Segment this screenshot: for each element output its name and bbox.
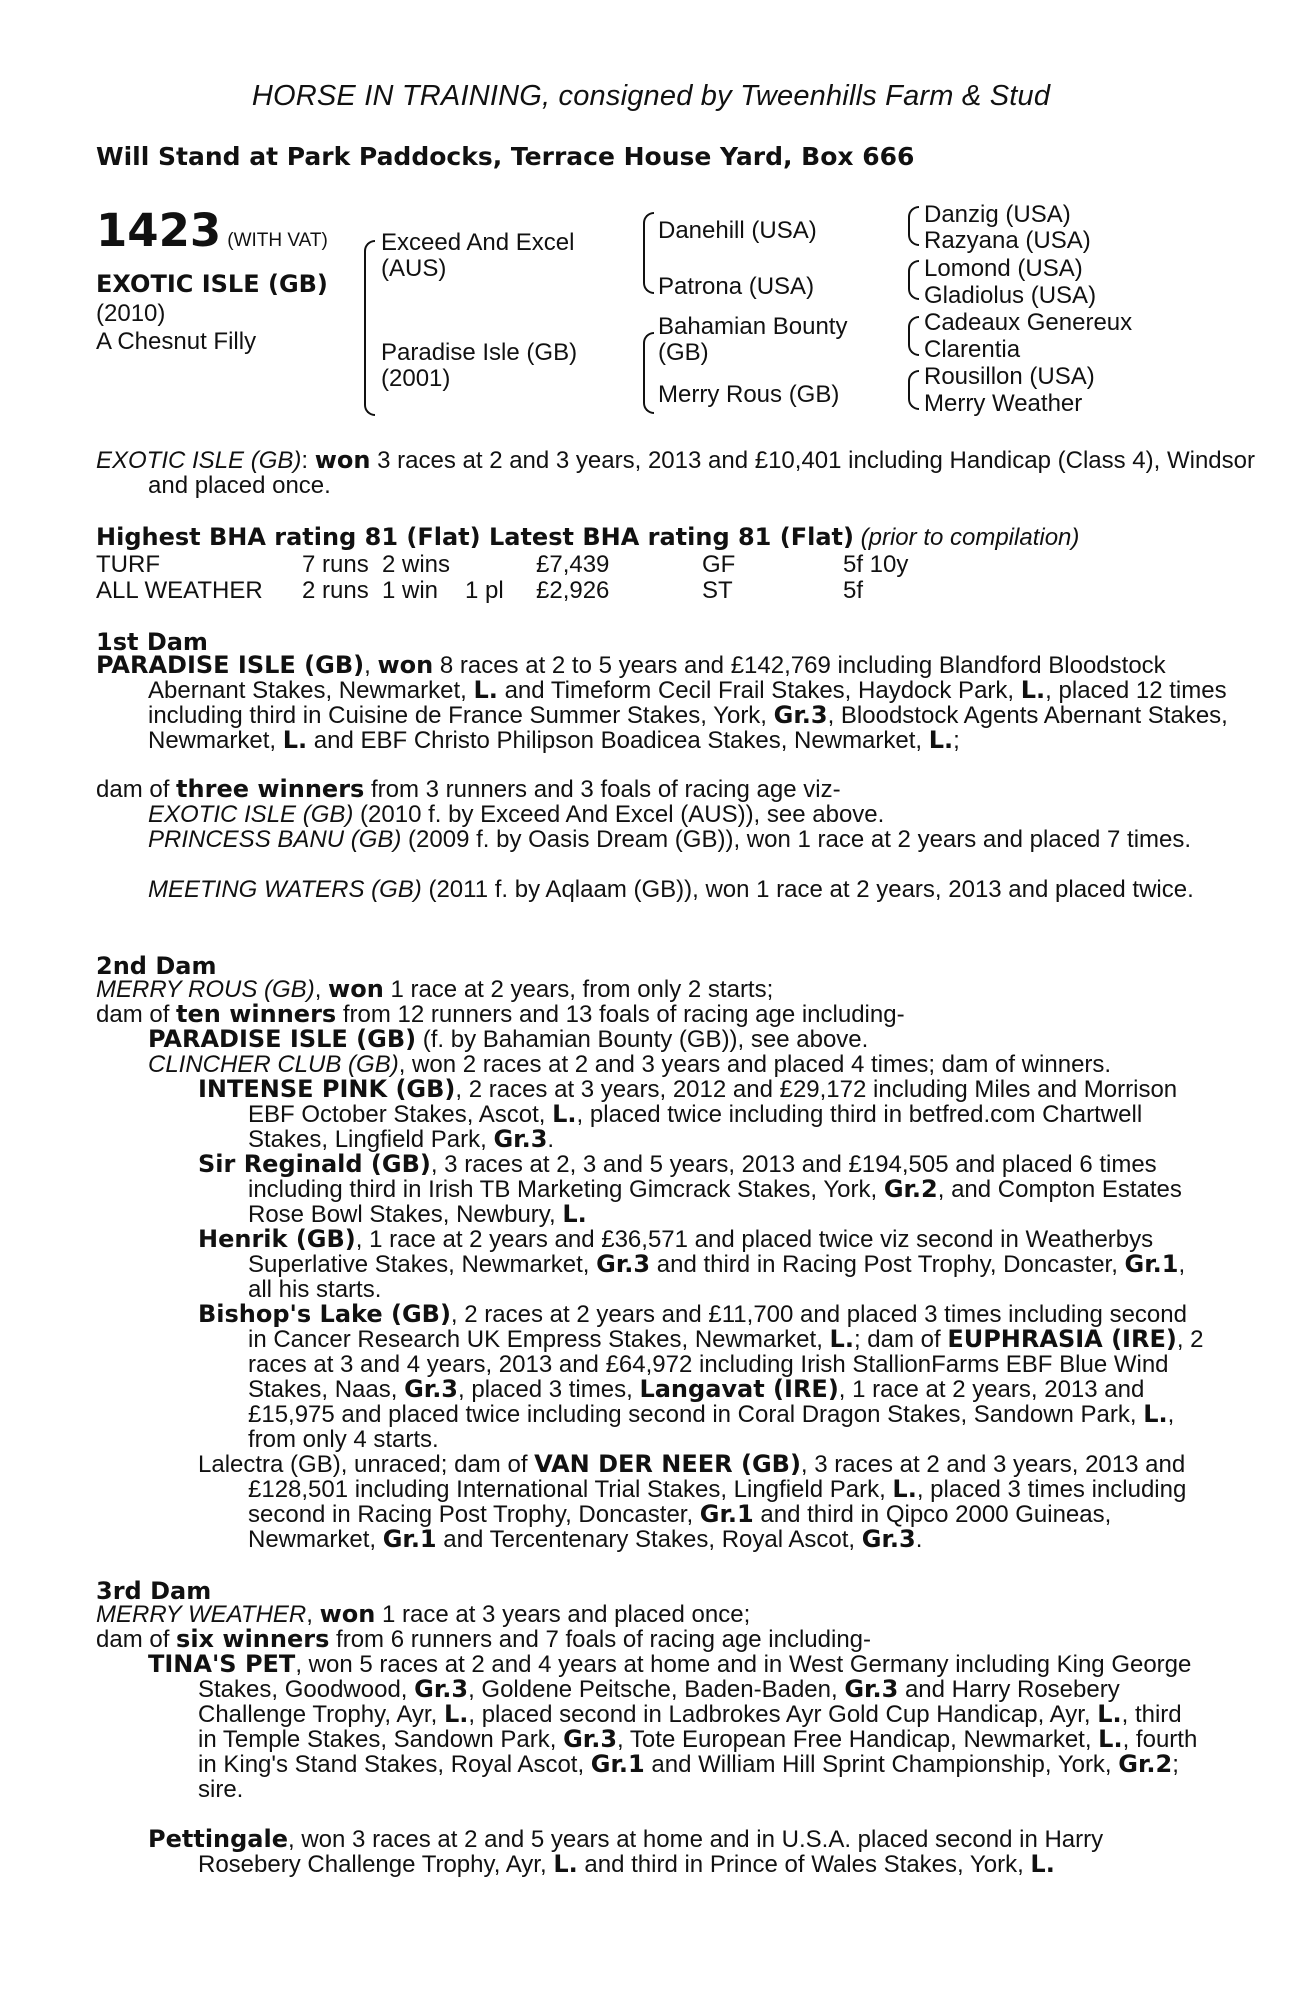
record-text: , from only 4 starts. [248, 1401, 1175, 1453]
listed-label: L. [1097, 1700, 1122, 1728]
stats-runs: 2 runs [302, 577, 369, 604]
grand-offspring-entry [96, 1227, 1206, 1302]
offspring-name: EXOTIC ISLE (GB) [148, 801, 354, 828]
won-label: won [328, 975, 384, 1003]
offspring-name: EUPHRASIA (IRE) [947, 1325, 1177, 1353]
dd-dam: Merry Weather [924, 390, 1083, 417]
record-text: dam of [96, 1626, 177, 1653]
grand-offspring-entry [96, 1077, 1206, 1152]
record-text: (f. by Bahamian Bounty (GB)), see above. [416, 1026, 869, 1053]
vat-note: (WITH VAT) [227, 230, 328, 251]
record-text: , and Compton Estates Rose Bowl Stakes, Newbury, [248, 1176, 1182, 1228]
stats-surface: TURF [96, 551, 160, 578]
record-text: , won 5 races at 2 and 4 years at home and in West Germany including King George Stakes, Goodwood, [198, 1651, 1192, 1703]
listed-label: L. [553, 1850, 578, 1878]
record-text: , Goldene Peitsche, Baden-Baden, [468, 1676, 845, 1703]
ds-dam: Clarentia [924, 336, 1021, 363]
grand-offspring-entry [96, 1152, 1206, 1227]
record-text: (2011 f. by Aqlaam (GB)), won 1 race at 2 years, 2013 and placed twice. [421, 876, 1194, 903]
rating-label: Highest BHA rating 81 (Flat) Latest BHA rating 81 (Flat) [96, 523, 854, 551]
offspring-name: MEETING WATERS (GB) [148, 876, 422, 903]
record-text: and Harry Rosebery Challenge Trophy, Ayr, [198, 1676, 1120, 1728]
stats-money: £2,926 [536, 577, 610, 604]
grand-offspring-entry [96, 1452, 1206, 1552]
offspring-entry [96, 1027, 1206, 1052]
pedigree-table [96, 200, 1206, 430]
offspring-entry [96, 802, 1206, 827]
record-text: and Tercentenary Stakes, Royal Ascot, [436, 1526, 862, 1553]
ds-sire: Cadeaux Genereux [924, 309, 1133, 336]
stats-going: GF [702, 551, 736, 578]
ss-sire: Danzig (USA) [924, 201, 1071, 228]
race-summary: EXOTIC ISLE (GB): won 3 races at 2 and 3 years, 2013 and £10,401 including Handicap (Class 4), Windsor and placed once. [96, 446, 1255, 499]
brace [908, 316, 919, 356]
record-text: from 3 runners and 3 foals of racing age viz- [364, 776, 841, 803]
third-dam-produce-line [96, 1627, 1206, 1652]
won-label: won [314, 446, 371, 474]
record-text: , 2 races at 2 years and £11,700 and placed 3 times including second in Cancer Research UK Empress Stakes, Newmarket, [248, 1301, 1187, 1353]
record-text: , won 3 races at 2 and 5 years at home and in U.S.A. placed second in Harry Rosebery Challenge Trophy, Ayr, [198, 1826, 1104, 1878]
first-dam-record: PARADISE ISLE (GB), won 8 races at 2 to 5 years and £142,769 including Blandford Bloodstock Abernant Stakes, Newmarket, L. and Timeform Cecil Frail Stakes, Haydock Park, L., placed 12 times including third in Cuisine de France Summer Stakes, York, Gr.3, Bloodstock Agents Abernant Stakes, Newmarket, L. and EBF Christo Philipson Boadicea Stakes, Newmarket, L.; [96, 651, 1228, 754]
group-label: Gr.3 [493, 1125, 548, 1153]
stabling-location: Will Stand at Park Paddocks, Terrace House Yard, Box 666 [96, 142, 915, 171]
listed-label: L. [552, 1100, 577, 1128]
dam: Paradise Isle (GB) (2001) [381, 339, 578, 392]
second-dam-heading: 2nd Dam [96, 952, 217, 980]
sire: Exceed And Excel (AUS) [381, 229, 575, 282]
offspring-name: TINA'S PET [148, 1650, 296, 1678]
winners-count: three winners [176, 775, 365, 803]
record-text: and William Hill Sprint Championship, York, [644, 1751, 1119, 1778]
group-label: Gr.3 [596, 1250, 651, 1278]
second-dam-produce-line [96, 1002, 1206, 1027]
listed-label: L. [928, 726, 954, 754]
winners-count: ten winners [176, 1000, 337, 1028]
record-text: ; sire. [198, 1751, 1179, 1803]
third-dam-record: MERRY WEATHER, won 1 race at 3 years and placed once; [96, 1600, 751, 1628]
horse-year: (2010) [96, 300, 166, 327]
brace [908, 370, 919, 410]
record-text: , 1 race at 2 years, 2013 and £15,975 and placed twice including second in Coral Dragon Stakes, Sandown Park, [248, 1376, 1145, 1428]
record-text: , 3 races at 2 and 3 years, 2013 and £128,501 including International Trial Stakes, Lingfield Park, [248, 1451, 1186, 1503]
offspring-entry [96, 1652, 1206, 1802]
offspring-name: PRINCESS BANU (GB) [148, 826, 402, 853]
record-text: and third in Racing Post Trophy, Doncaster, [650, 1251, 1125, 1278]
third-dam-name: MERRY WEATHER [96, 1601, 307, 1628]
listed-label: L. [1098, 1725, 1123, 1753]
stats-runs: 7 runs [302, 551, 369, 578]
record-text: , placed second in Ladbrokes Ayr Gold Cup Handicap, Ayr, [468, 1701, 1098, 1728]
record-text: and EBF Christo Philipson Boadicea Stakes, Newmarket, [307, 727, 929, 754]
second-dam-name: MERRY ROUS (GB) [96, 976, 315, 1003]
record-text: ; dam of [853, 1326, 948, 1353]
listed-label: L. [562, 1200, 587, 1228]
listed-label: L. [829, 1325, 854, 1353]
won-label: won [377, 651, 434, 679]
record-text: , all his starts. [248, 1251, 1186, 1303]
record-text: 1 race at 3 years and placed once; [375, 1601, 751, 1628]
listed-label: L. [892, 1475, 917, 1503]
stats-going: ST [702, 577, 733, 604]
stats-distance: 5f 10y [843, 551, 909, 578]
record-text: , placed 3 times, [458, 1376, 640, 1403]
record-text: dam of [96, 1001, 177, 1028]
record-text: dam of [96, 776, 177, 803]
consignor-header: HORSE IN TRAINING, consigned by Tweenhills Farm & Stud [251, 80, 1051, 112]
first-dam-name: PARADISE ISLE (GB) [96, 651, 365, 679]
record-text: and third in Qipco 2000 Guineas, Newmarket, [248, 1501, 1112, 1553]
record-text: , 3 races at 2, 3 and 5 years, 2013 and £194,505 and placed 6 times including third in Irish TB Marketing Gimcrack Stakes, York, [248, 1151, 1157, 1203]
record-text: , won 2 races at 2 and 3 years and placed 4 times; dam of winners. [398, 1051, 1112, 1078]
group-label: Gr.2 [883, 1175, 938, 1203]
record-text: , 2 races at 3 and 4 years, 2013 and £64,972 including Irish StallionFarms EBF Blue Wind Stakes, Naas, [248, 1326, 1204, 1403]
group-label: Gr.3 [563, 1725, 618, 1753]
first-dam-produce-line [96, 777, 1206, 802]
offspring-entry [96, 827, 1206, 852]
listed-label: L. [1030, 1850, 1055, 1878]
won-label: won [319, 1600, 376, 1628]
offspring-name: PARADISE ISLE (GB) [148, 1025, 417, 1053]
stats-wins: 1 win [382, 577, 439, 604]
rating-note: (prior to compilation) [860, 524, 1080, 551]
record-text: , Tote European Free Handicap, Newmarket, [617, 1726, 1099, 1753]
sire-dam: Patrona (USA) [658, 273, 815, 300]
summary-name: EXOTIC ISLE (GB) [96, 447, 302, 474]
offspring-name: CLINCHER CLUB (GB) [148, 1051, 399, 1078]
record-text: . [547, 1126, 555, 1153]
record-text: . [915, 1526, 923, 1553]
record-text: , 1 race at 2 years and £36,571 and placed twice viz second in Weatherbys Superlative Stakes, Newmarket, [248, 1226, 1154, 1278]
listed-label: L. [473, 676, 498, 704]
group-label: Gr.3 [773, 701, 828, 729]
record-text: and Timeform Cecil Frail Stakes, Haydock Park, [497, 677, 1021, 704]
offspring-name: Langavat (IRE) [639, 1375, 839, 1403]
record-text: , Bloodstock Agents Abernant Stakes, Newmarket, [148, 702, 1228, 754]
brace [908, 260, 919, 300]
record-text: from 6 runners and 7 foals of racing age including- [329, 1626, 872, 1653]
brace [364, 240, 375, 416]
brace [643, 332, 654, 414]
group-label: Gr.1 [699, 1500, 754, 1528]
record-text: , placed twice including third in betfred.com Chartwell Stakes, Lingfield Park, [248, 1101, 1143, 1153]
record-text: and third in Prince of Wales Stakes, York, [577, 1851, 1031, 1878]
offspring-entry [96, 1827, 1206, 1877]
record-text: , placed 12 times including third in Cuisine de France Summer Stakes, York, [148, 677, 1227, 729]
offspring-name: INTENSE PINK (GB) [198, 1075, 456, 1103]
group-label: Gr.3 [414, 1675, 469, 1703]
summary-text: 3 races at 2 and 3 years, 2013 and £10,401 including Handicap (Class 4), Windsor and placed once. [148, 447, 1255, 499]
offspring-name: Bishop's Lake (GB) [198, 1300, 451, 1328]
offspring-entry [96, 1052, 1206, 1077]
stats-distance: 5f [843, 577, 864, 604]
record-text: (2009 f. by Oasis Dream (GB)), won 1 race at 2 years and placed 7 times. [401, 826, 1192, 853]
stats-surface: ALL WEATHER [96, 577, 263, 604]
lot-number: 1423 [96, 204, 222, 257]
dd-sire: Rousillon (USA) [924, 363, 1095, 390]
listed-label: L. [1143, 1400, 1168, 1428]
offspring-name: Henrik (GB) [198, 1225, 356, 1253]
record-text: ; [953, 727, 960, 754]
sire-sire: Danehill (USA) [658, 217, 817, 244]
record-text: , placed 3 times including second in Racing Post Trophy, Doncaster, [248, 1476, 1187, 1528]
group-label: Gr.3 [844, 1675, 899, 1703]
brace [643, 212, 654, 294]
group-label: Gr.1 [590, 1750, 645, 1778]
third-dam-heading: 3rd Dam [96, 1577, 212, 1605]
record-text: , third in Temple Stakes, Sandown Park, [198, 1701, 1182, 1753]
dam-sire: Bahamian Bounty (GB) [658, 313, 848, 366]
first-dam-heading: 1st Dam [96, 628, 208, 656]
offspring-entry [96, 877, 1206, 902]
listed-label: L. [443, 1700, 469, 1728]
sd-sire: Lomond (USA) [924, 255, 1083, 282]
record-text: (2010 f. by Exceed And Excel (AUS)), see above. [353, 801, 885, 828]
record-text: 1 race at 2 years, from only 2 starts; [383, 976, 774, 1003]
record-text: 8 races at 2 to 5 years and £142,769 including Blandford Bloodstock Abernant Stakes, Newmarket, [148, 652, 1166, 704]
dam-dam: Merry Rous (GB) [658, 381, 840, 408]
rating-line [96, 525, 1206, 550]
group-label: Gr.2 [1118, 1750, 1173, 1778]
group-label: Gr.1 [382, 1525, 437, 1553]
group-label: Gr.1 [1124, 1250, 1179, 1278]
listed-label: L. [282, 726, 308, 754]
stats-placed: 1 pl [465, 577, 504, 604]
group-label: Gr.3 [404, 1375, 459, 1403]
record-text: , 2 races at 3 years, 2012 and £29,172 including Miles and Morrison EBF October Stakes, Ascot, [248, 1076, 1178, 1128]
ss-dam: Razyana (USA) [924, 227, 1091, 254]
offspring-name: Sir Reginald (GB) [198, 1150, 431, 1178]
group-label: Gr.3 [861, 1525, 916, 1553]
record-text: from 12 runners and 13 foals of racing age including- [336, 1001, 905, 1028]
listed-label: L. [1020, 676, 1046, 704]
horse-name: EXOTIC ISLE (GB) [96, 270, 328, 298]
stats-money: £7,439 [536, 551, 610, 578]
horse-sex: A Chesnut Filly [96, 328, 257, 355]
sd-dam: Gladiolus (USA) [924, 282, 1097, 309]
record-text: , fourth in King's Stand Stakes, Royal Ascot, [198, 1726, 1198, 1778]
second-dam-record: MERRY ROUS (GB), won 1 race at 2 years, from only 2 starts; [96, 975, 774, 1003]
offspring-name: VAN DER NEER (GB) [534, 1450, 801, 1478]
brace [908, 206, 919, 246]
lot-number-line [96, 204, 328, 257]
stats-wins: 2 wins [382, 551, 451, 578]
offspring-name: Pettingale [148, 1825, 289, 1853]
grand-offspring-entry [96, 1302, 1206, 1452]
record-text: Lalectra (GB), unraced; dam of [198, 1451, 535, 1478]
winners-count: six winners [176, 1625, 330, 1653]
